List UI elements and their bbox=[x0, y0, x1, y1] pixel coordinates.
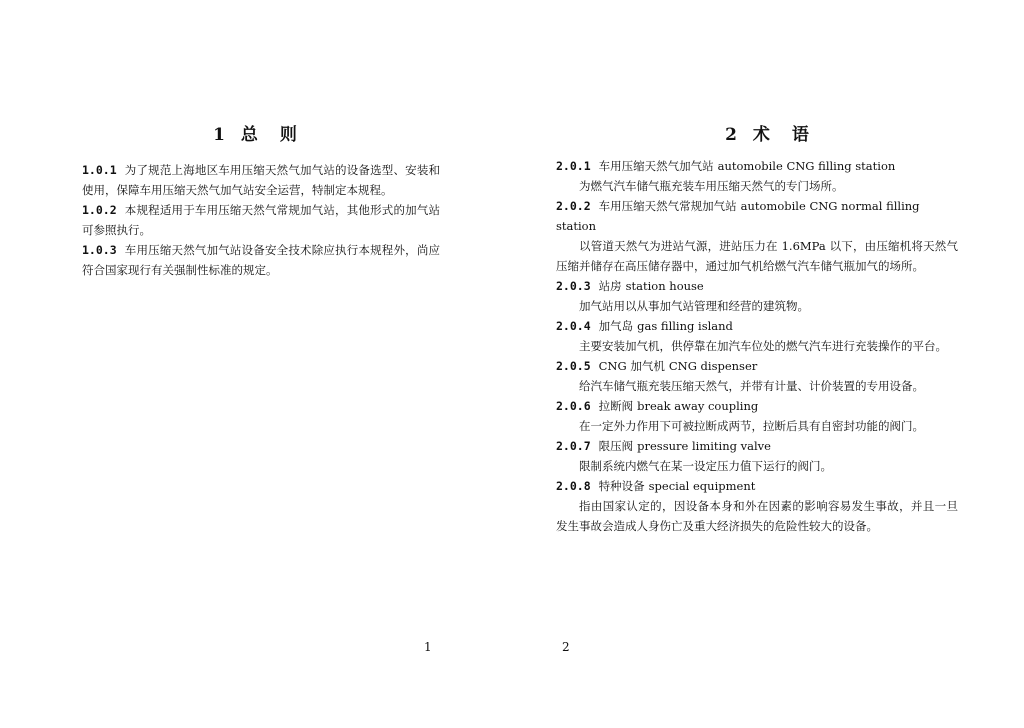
term-number: 2.0.4 bbox=[556, 319, 591, 333]
term-definition: 在一定外力作用下可被拉断成两节，拉断后具有自密封功能的阀门。 bbox=[579, 419, 924, 433]
term-number: 2.0.8 bbox=[556, 479, 591, 493]
clause-number: 1.0.3 bbox=[82, 243, 117, 257]
term-entry bbox=[556, 196, 958, 276]
term-en: automobile CNG normal filling station bbox=[556, 199, 920, 233]
term-definition: 以管道天然气为进站气源，进站压力在 1.6MPa 以下，由压缩机将天然气压缩并储存在高压储存器中，通过加气机给燃气汽车储气瓶加气的场所。 bbox=[556, 239, 958, 273]
clause-text: 为了规范上海地区车用压缩天然气加气站的设备选型、安装和使用，保障车用压缩天然气加气站安全运营，特制定本规程。 bbox=[82, 163, 440, 197]
term-heading bbox=[556, 316, 958, 336]
terms-body bbox=[556, 156, 958, 536]
term-heading bbox=[556, 476, 958, 496]
term-heading bbox=[556, 396, 958, 416]
term-heading bbox=[556, 356, 958, 376]
chapter-title-char: 总 bbox=[240, 125, 260, 145]
term-entry bbox=[556, 356, 958, 396]
term-number: 2.0.1 bbox=[556, 159, 591, 173]
chapter-number: 1 bbox=[213, 125, 227, 145]
chapter-title-char: 术 bbox=[752, 125, 772, 145]
term-number: 2.0.3 bbox=[556, 279, 591, 293]
term-definition: 指由国家认定的，因设备本身和外在因素的影响容易发生事故，并且一旦发生事故会造成人身伤亡及重大经济损失的危险性较大的设备。 bbox=[556, 499, 958, 533]
term-definition: 给汽车储气瓶充装压缩天然气，并带有计量、计价装置的专用设备。 bbox=[579, 379, 924, 393]
term-cn: 车用压缩天然气加气站 bbox=[598, 159, 714, 173]
term-cn: 限压阀 bbox=[598, 439, 634, 453]
term-en: automobile CNG filling station bbox=[717, 159, 896, 173]
page-number: 1 bbox=[424, 640, 432, 654]
clause-number: 1.0.2 bbox=[82, 203, 117, 217]
term-entry bbox=[556, 476, 958, 536]
term-en: pressure limiting valve bbox=[637, 439, 771, 453]
term-entry bbox=[556, 396, 958, 436]
term-number: 2.0.7 bbox=[556, 439, 591, 453]
clause bbox=[82, 240, 440, 280]
term-heading bbox=[556, 436, 958, 456]
clause bbox=[82, 160, 440, 200]
term-definition: 为燃气汽车储气瓶充装车用压缩天然气的专门场所。 bbox=[579, 179, 844, 193]
term-en: special equipment bbox=[648, 479, 756, 493]
term-cn: 车用压缩天然气常规加气站 bbox=[598, 199, 737, 213]
term-cn: 站房 bbox=[598, 279, 622, 293]
term-cn: 加气岛 bbox=[598, 319, 634, 333]
chapter-number: 2 bbox=[725, 125, 739, 145]
term-cn: CNG 加气机 bbox=[598, 359, 665, 373]
term-definition: 主要安装加气机，供停靠在加汽车位处的燃气汽车进行充装操作的平台。 bbox=[579, 339, 947, 353]
term-number: 2.0.6 bbox=[556, 399, 591, 413]
clause-number: 1.0.1 bbox=[82, 163, 117, 177]
term-heading bbox=[556, 196, 958, 236]
term-entry bbox=[556, 316, 958, 356]
chapter-title bbox=[0, 120, 512, 145]
chapter-title-char: 语 bbox=[791, 125, 811, 145]
term-entry bbox=[556, 276, 958, 316]
term-cn: 拉断阀 bbox=[598, 399, 634, 413]
term-entry bbox=[556, 156, 958, 196]
clause-text: 本规程适用于车用压缩天然气常规加气站，其他形式的加气站可参照执行。 bbox=[82, 203, 440, 237]
chapter-title-char: 则 bbox=[279, 125, 299, 145]
term-en: break away coupling bbox=[637, 399, 759, 413]
page-number: 2 bbox=[562, 640, 570, 654]
term-cn: 特种设备 bbox=[598, 479, 645, 493]
term-number: 2.0.2 bbox=[556, 199, 591, 213]
right-page bbox=[512, 0, 1024, 728]
chapter-title bbox=[512, 120, 1024, 145]
term-en: CNG dispenser bbox=[668, 359, 758, 373]
term-en: gas filling island bbox=[637, 319, 733, 333]
term-entry bbox=[556, 436, 958, 476]
term-heading bbox=[556, 276, 958, 296]
term-en: station house bbox=[625, 279, 704, 293]
term-definition: 限制系统内燃气在某一设定压力值下运行的阀门。 bbox=[579, 459, 832, 473]
general-provisions-body bbox=[82, 160, 440, 280]
term-heading bbox=[556, 156, 958, 176]
clause-text: 车用压缩天然气加气站设备安全技术除应执行本规程外，尚应符合国家现行有关强制性标准的规定。 bbox=[82, 243, 440, 277]
term-definition: 加气站用以从事加气站管理和经营的建筑物。 bbox=[579, 299, 809, 313]
term-number: 2.0.5 bbox=[556, 359, 591, 373]
clause bbox=[82, 200, 440, 240]
